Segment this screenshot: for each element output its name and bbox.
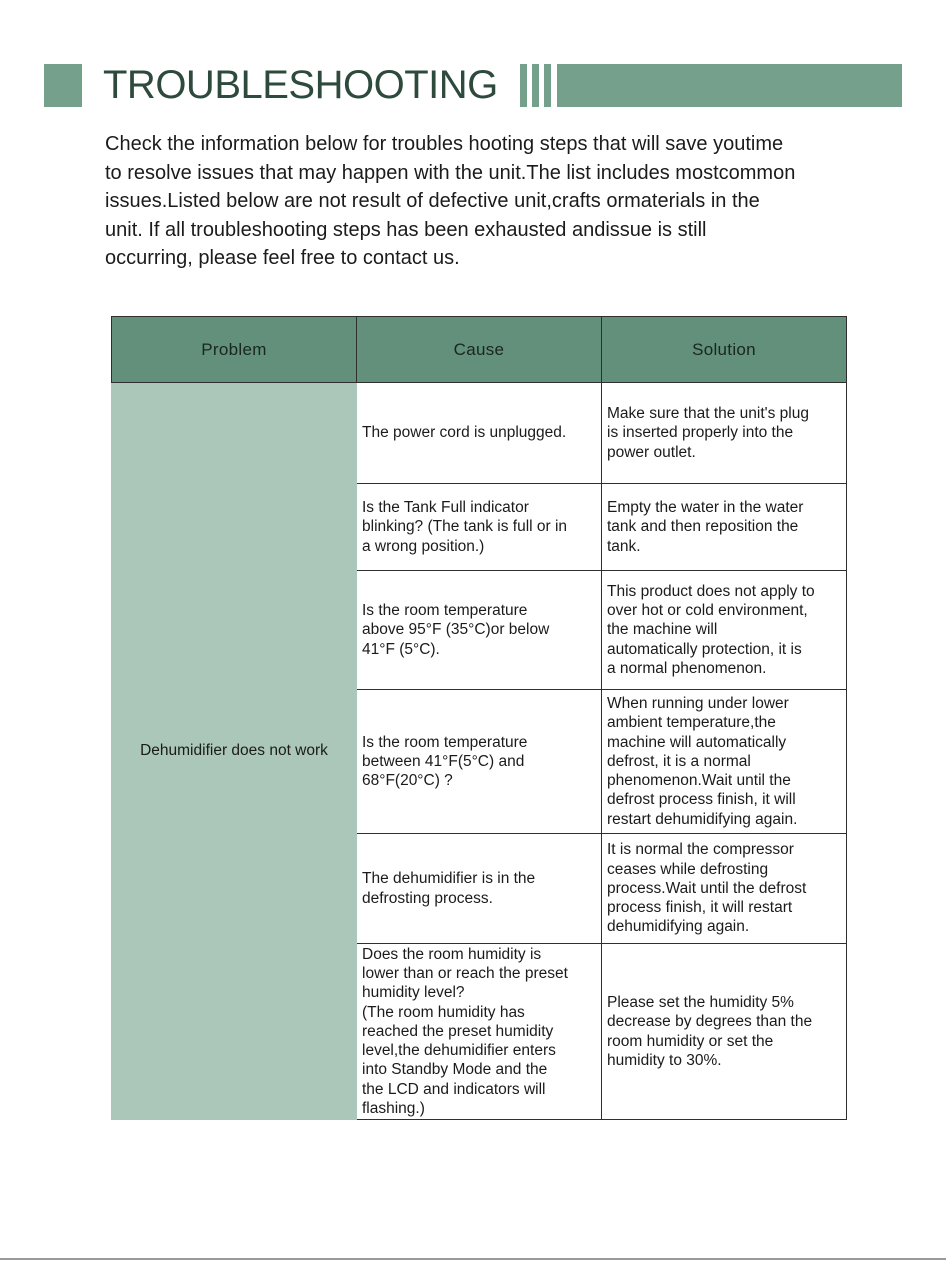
cause-cell: Is the room temperature above 95°F (35°C)or below 41°F (5°C). [357,571,602,690]
cause-cell: The dehumidifier is in the defrosting process. [357,834,602,944]
header-accent-square [44,64,82,107]
solution-cell: When running under lower ambient temperature,the machine will automatically defrost, it is a normal phenomenon.Wait until the defrost process finish, it will restart dehumidifying again. [602,690,847,834]
header-stripe [532,64,539,107]
cause-cell: Is the room temperature between 41°F(5°C) and 68°F(20°C) ? [357,690,602,834]
header-stripe [520,64,527,107]
cause-cell: Does the room humidity is lower than or reach the preset humidity level? (The room humidity has reached the preset humidity level,the dehumidifier enters into Standby Mode and the the LCD and indicators will flashing.) [357,944,602,1120]
intro-paragraph [105,130,905,273]
intro-line: issues.Listed below are not result of defective unit,crafts ormaterials in the [105,190,760,212]
cause-cell: The power cord is unplugged. [357,383,602,484]
header-stripe [544,64,551,107]
solution-cell: It is normal the compressor ceases while defrosting process.Wait until the defrost process finish, it will restart dehumidifying again. [602,834,847,944]
page-bottom-rule [0,1258,946,1260]
table-row [112,383,847,484]
problem-cell: Dehumidifier does not work [112,383,357,1120]
cause-cell: Is the Tank Full indicator blinking? (The tank is full or in a wrong position.) [357,484,602,571]
solution-cell: Make sure that the unit's plug is inserted properly into the power outlet. [602,383,847,484]
troubleshooting-table [111,316,847,1120]
intro-line: unit. If all troubleshooting steps has been exhausted andissue is still [105,218,707,241]
intro-line: Check the information below for troubles hooting steps that will save youtime [105,133,784,155]
solution-cell: Empty the water in the water tank and then reposition the tank. [602,484,847,571]
intro-line: occurring, please feel free to contact us. [105,247,460,269]
column-header-problem: Problem [112,317,357,383]
table-header-row [112,317,847,383]
header-bar [557,64,902,107]
intro-line: to resolve issues that may happen with the unit.The list includes mostcommon [105,161,796,184]
column-header-cause: Cause [357,317,602,383]
page-title: TROUBLESHOOTING [103,63,498,107]
solution-cell: Please set the humidity 5% decrease by degrees than the room humidity or set the humidity to 30%. [602,944,847,1120]
solution-cell: This product does not apply to over hot or cold environment, the machine will automatically protection, it is a normal phenomenon. [602,571,847,690]
column-header-solution: Solution [602,317,847,383]
